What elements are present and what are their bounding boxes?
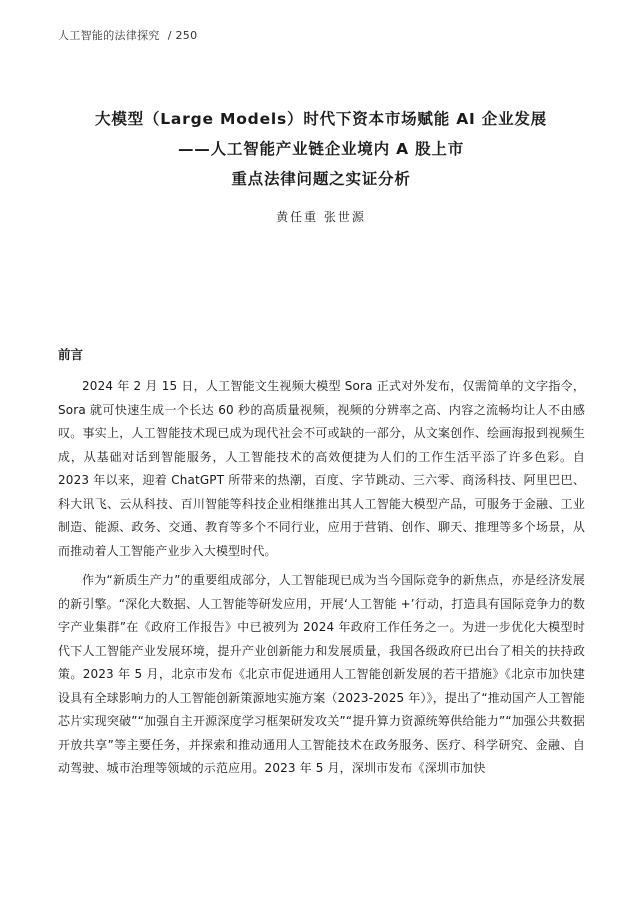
- section-heading: 前言: [58, 347, 84, 362]
- authors: 黄任重 张世源: [276, 210, 366, 224]
- title-block: [0, 104, 642, 225]
- paragraph: 作为“新质生产力”的重要组成部分，人工智能现已成为当今国际竞争的新焦点，亦是经济发展的新引擎。“深化大数据、人工智能等研发应用，开展‘人工智能 +’行动，打造具有国际竞争力的数字产业集群”在《政府工作报告》中已被列为 2024 年政府工作任务之一。为进一步优化大模型时代下人工智能产业发展环境，提升产业创新能力和发展质量，我国各级政府已出台了相关的扶持政策。2023 年 5 月，北京市发布《北京市促进通用人工智能创新发展的若干措施》《北京市加快建设具有全球影响力的人工智能创新策源地实施方案（2023-2025 年）》，提出了“推动国产人工智能芯片实现突破”“加强自主开源深度学习框架研发攻关”“提升算力资源统筹供给能力”“加强公共数据开放共享”等主要任务，并探索和推动通用人工智能技术在政务服务、医疗、科学研究、金融、自动驾驶、城市治理等领域的示范应用。2023 年 5 月，深圳市发布《深圳市加快: [58, 573, 585, 775]
- title-line-3: 重点法律问题之实证分析: [231, 170, 411, 188]
- page-number: / 250: [167, 29, 198, 42]
- book-title: 人工智能的法律探究: [58, 29, 160, 42]
- body-text: [58, 345, 585, 787]
- paragraph: 2024 年 2 月 15 日，人工智能文生视频大模型 Sora 正式对外发布，仅需简单的文字指令，Sora 就可快速生成一个长达 60 秒的高质量视频，视频的分辨率之高、内容之流畅均让人不由感叹。事实上，人工智能技术现已成为现代社会不可或缺的一部分，从文案创作、绘画海报到视频生成，从基础对话到智能服务，人工智能技术的高效便捷为人们的工作生活平添了许多色彩。自 2023 年以来，迎着 ChatGPT 所带来的热潮，百度、字节跳动、三六零、商汤科技、阿里巴巴、科大讯飞、云从科技、百川智能等科技企业相继推出其人工智能大模型产品，可服务于金融、工业制造、能源、政务、交通、教育等多个不同行业，应用于营销、创作、聊天、推理等多个场景，从而推动着人工智能产业步入大模型时代。: [58, 379, 585, 558]
- running-header: [58, 27, 197, 43]
- title-line-2: ——人工智能产业链企业境内 A 股上市: [178, 140, 464, 158]
- title-line-1: 大模型（Large Models）时代下资本市场赋能 AI 企业发展: [95, 110, 547, 128]
